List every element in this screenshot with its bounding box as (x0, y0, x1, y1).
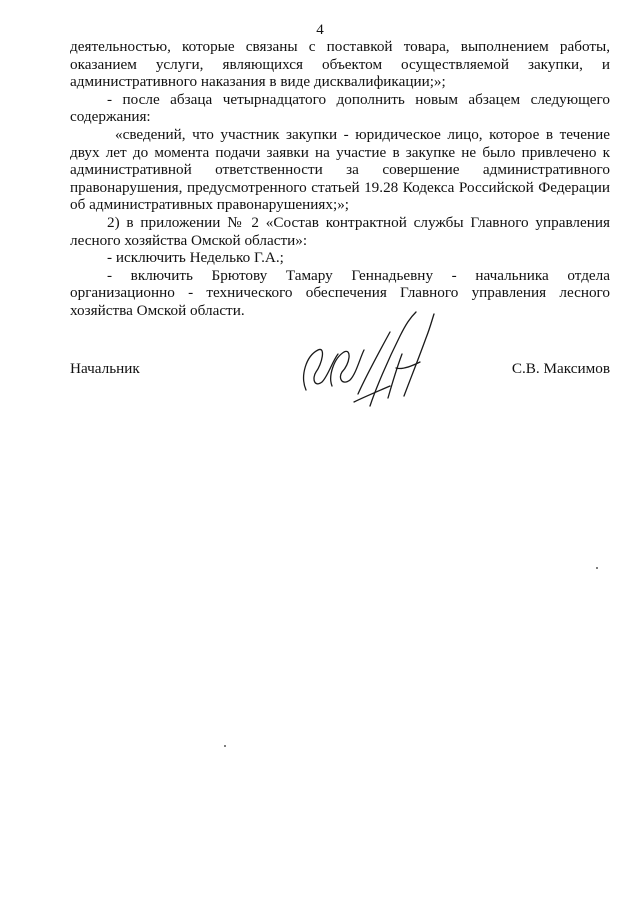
signatory-position: Начальник (70, 360, 140, 377)
scan-speck (224, 745, 226, 747)
page-number: 4 (316, 22, 324, 38)
signature-row (70, 360, 610, 380)
paragraph-include: - включить Брютову Тамару Геннадьевну - начальника отдела организационно - технического обеспечения Главного управления лесного хозяйства Омской области. (70, 266, 610, 319)
paragraph-quoted-clause: «сведений, что участник закупки - юридическое лицо, которое в течение двух лет до момента подачи заявки на участие в закупке не было привлечено к административной ответственности за совершение административного правонарушения, предусмотренного статьей 19.28 Кодекса Российской Федерации об административных правонарушениях;»; (70, 125, 610, 214)
paragraph-amendment-insert: - после абзаца четырнадцатого дополнить новым абзацем следующего содержания: (70, 90, 610, 126)
paragraph-continuation: деятельностью, которые связаны с поставкой товара, выполнением работы, оказанием услуги, являющихся объектом осуществляемой закупки, и административного наказания в виде дисквалификации;»; (70, 38, 610, 91)
scan-speck (596, 567, 598, 569)
paragraph-appendix-2: 2) в приложении № 2 «Состав контрактной службы Главного управления лесного хозяйства Омской области»: (70, 213, 610, 249)
document-body (70, 38, 610, 320)
signatory-name: С.В. Максимов (511, 360, 610, 377)
paragraph-exclude: - исключить Неделько Г.А.; (107, 249, 284, 267)
handwritten-signature (292, 298, 442, 418)
